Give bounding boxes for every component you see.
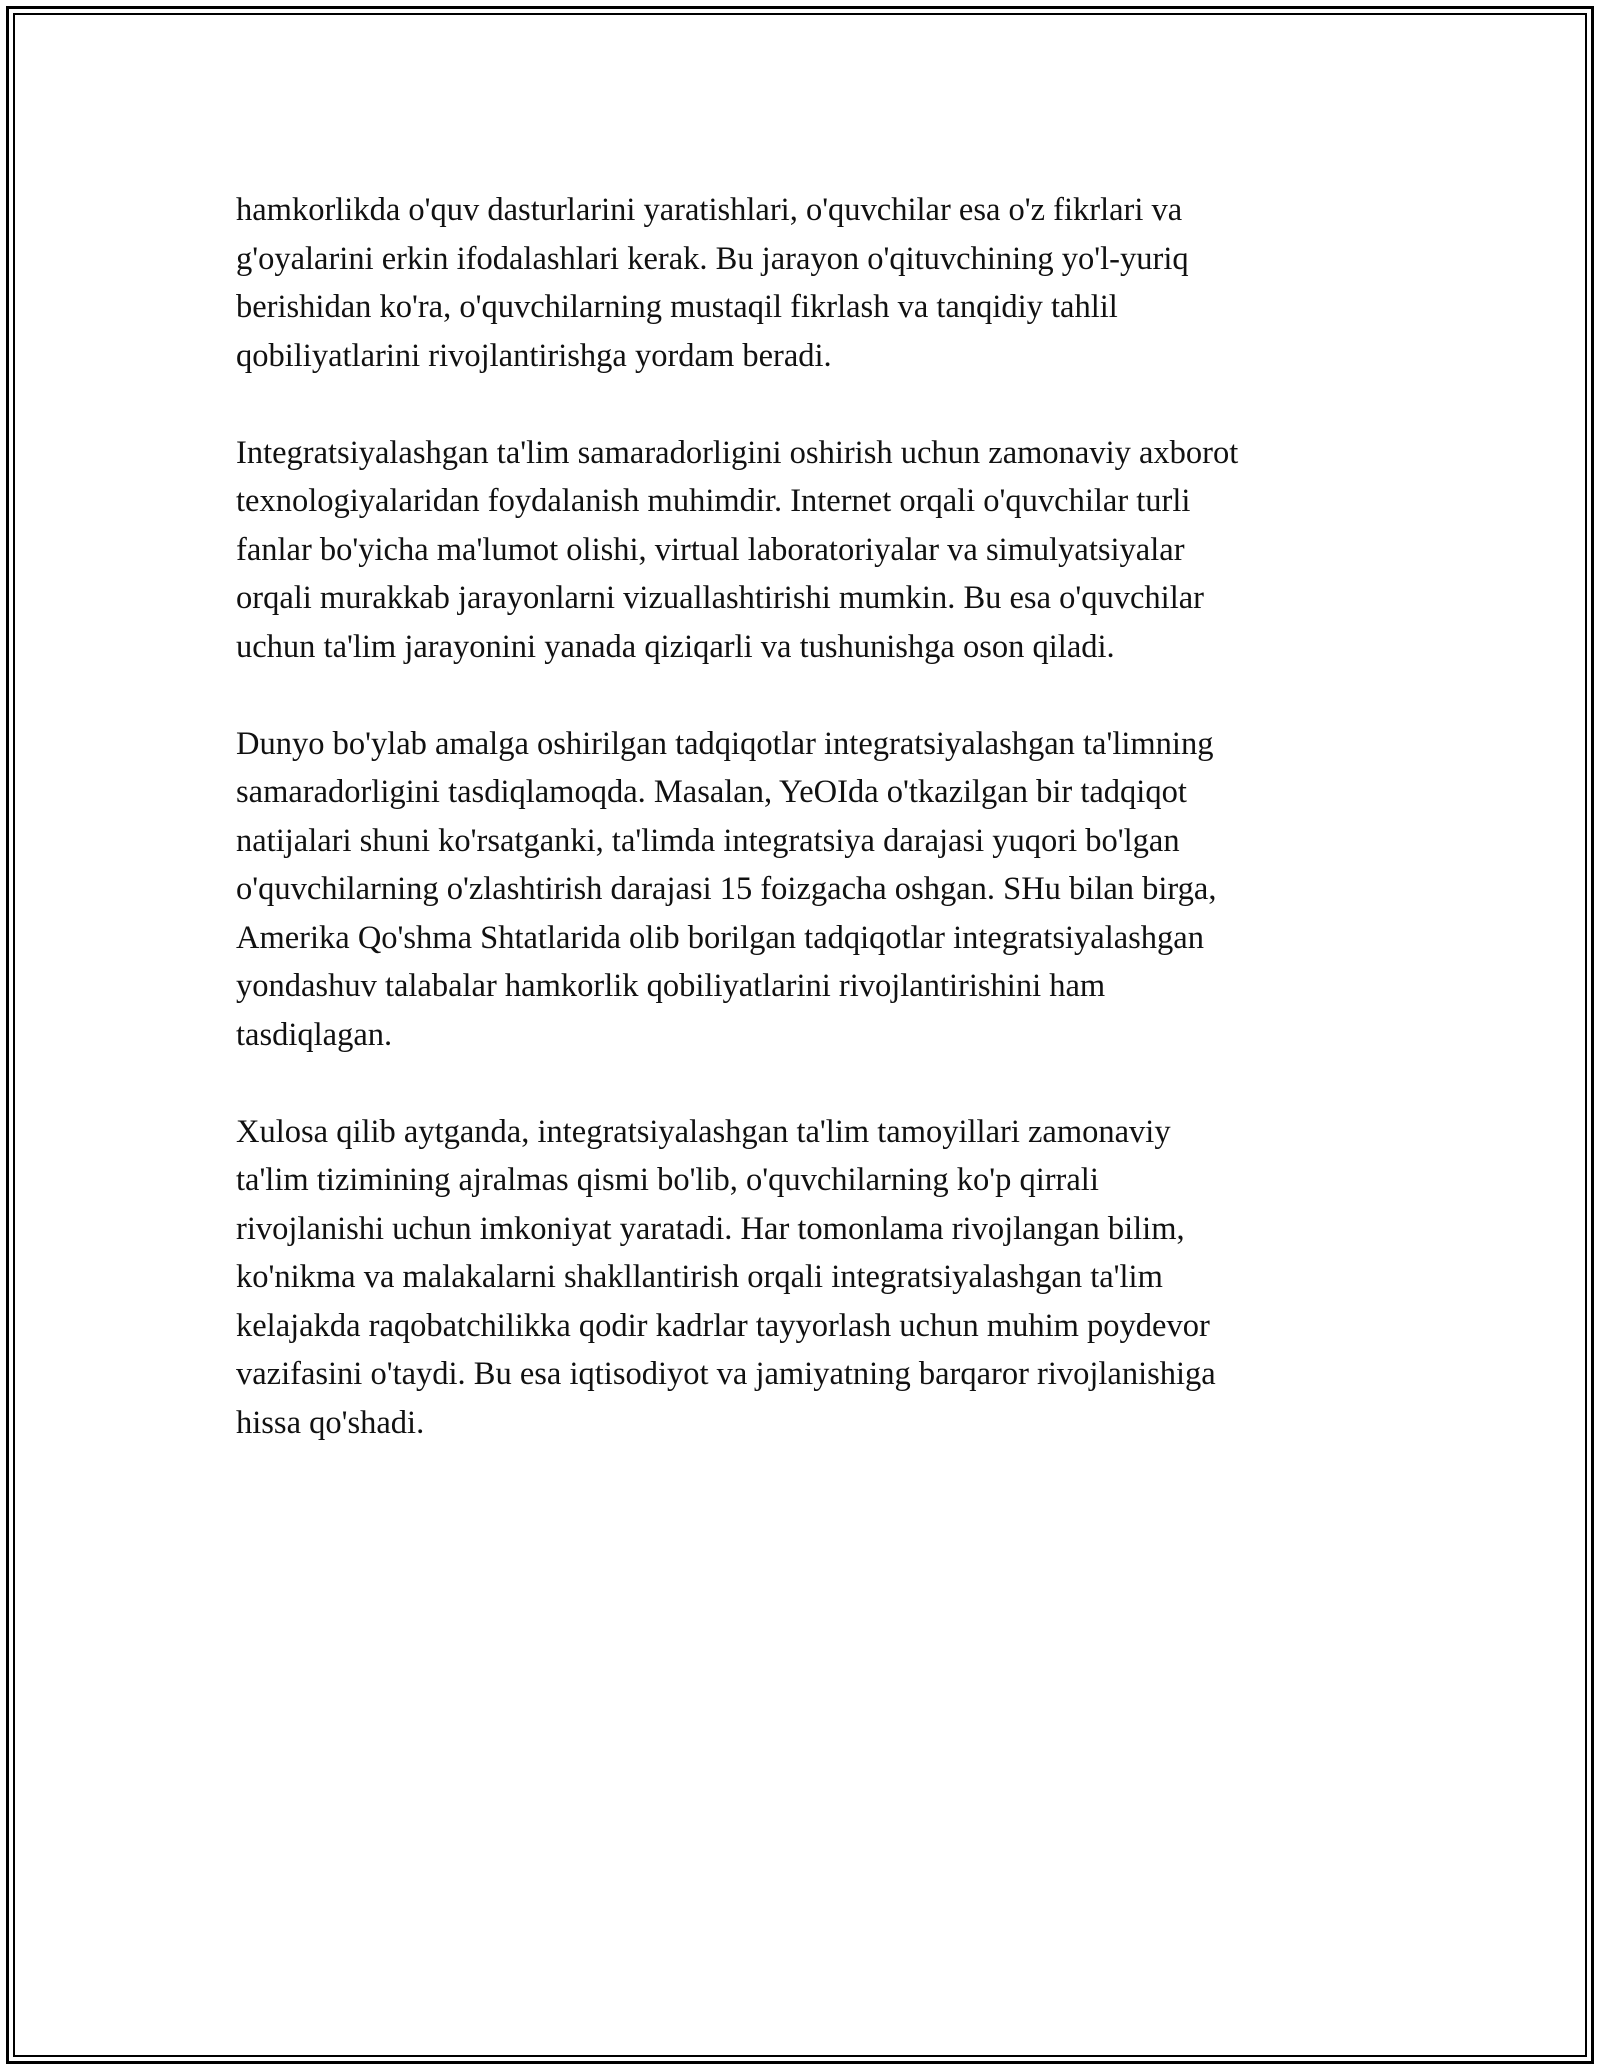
document-body [236,186,1376,1496]
paragraph-1: hamkorlikda o'quv dasturlarini yaratishlari, o'quvchilar esa o'z fikrlari va g'oyalarini erkin ifodalashlari kerak. Bu jarayon o'qituvchining yo'l-yuriq berishidan ko'ra, o'quvchilarning mustaqil fikrlash va tanqidiy tahlil qobiliyatlarini rivojlantirishga yordam beradi. [236,192,1189,374]
paragraph-2: Integratsiyalashgan ta'lim samaradorligini oshirish uchun zamonaviy axborot texnologiyalaridan foydalanish muhimdir. Internet orqali o'quvchilar turli fanlar bo'yicha ma'lumot olishi, virtual laboratoriyalar va simulyatsiyalar orqali murakkab jarayonlarni vizuallashtirishi mumkin. Bu esa o'quvchilar uchun ta'lim jarayonini yanada qiziqarli va tushunishga oson qiladi. [236,434,1239,665]
paragraph-3: Dunyo bo'ylab amalga oshirilgan tadqiqotlar integratsiyalashgan ta'limning samaradorligini tasdiqlamoqda. Masalan, YeOIda o'tkazilgan bir tadqiqot natijalari shuni ko'rsatganki, ta'limda integratsiya darajasi yuqori bo'lgan o'quvchilarning o'zlashtirish darajasi 15 foizgacha oshgan. SHu bilan birga, Amerika Qo'shma Shtatlarida olib borilgan tadqiqotlar integratsiyalashgan yondashuv talabalar hamkorlik qobiliyatlarini rivojlantirishini ham tasdiqlagan. [236,725,1217,1053]
paragraph-4: Xulosa qilib aytganda, integratsiyalashgan ta'lim tamoyillari zamonaviy ta'lim tizimining ajralmas qismi bo'lib, o'quvchilarning ko'p qirrali rivojlanishi uchun imkoniyat yaratadi. Har tomonlama rivojlangan bilim, ko'nikma va malakalarni shakllantirish orqali integratsiyalashgan ta'lim kelajakda raqobatchilikka qodir kadrlar tayyorlash uchun muhim poydevor vazifasini o'taydi. Bu esa iqtisodiyot va jamiyatning barqaror rivojlanishiga hissa qo'shadi. [236,1113,1216,1441]
